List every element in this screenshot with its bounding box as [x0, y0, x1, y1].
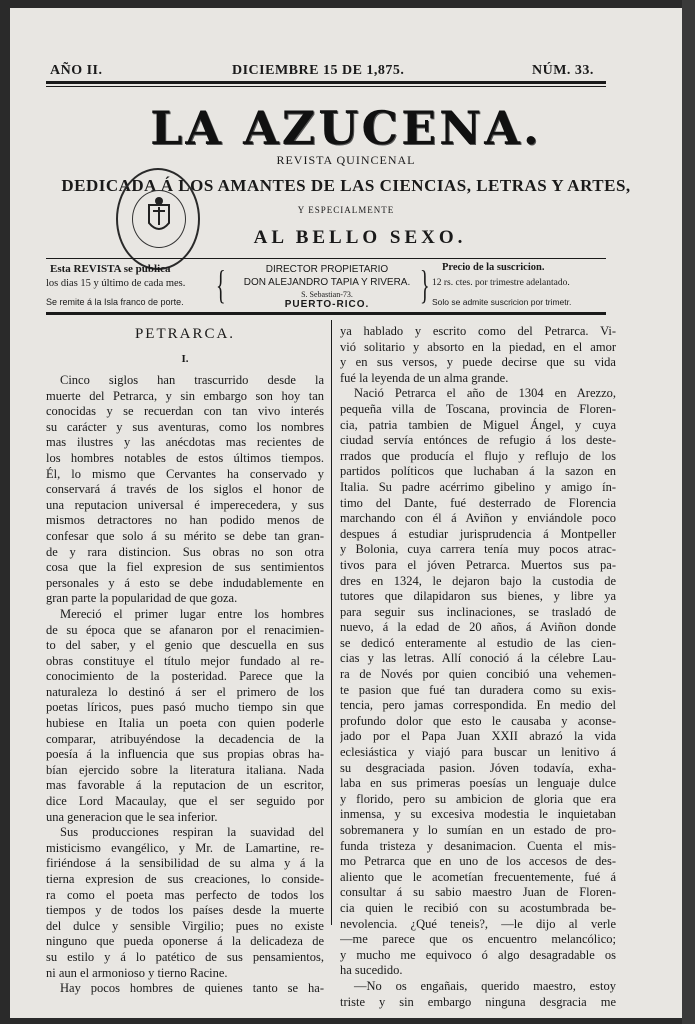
- masthead-dedication: DEDICADA Á LOS AMANTES DE LAS CIENCIAS, LETRAS Y ARTES,: [61, 176, 631, 195]
- info-rule-bottom: [46, 312, 606, 315]
- article-text-line: —No os engañais, querido maestro, estoy: [354, 978, 616, 993]
- article-text-line: funda tristeza y desanimacion. Cuenta el mis-: [340, 838, 616, 853]
- coat-of-arms-icon: [132, 190, 186, 248]
- article-section-number: I.: [181, 353, 189, 365]
- article-text-line: poetas líricos, pues pasó mucho tiempo sin que: [46, 700, 324, 715]
- article-text-line: cosa que la fiel expresion de sus sentimientos: [46, 560, 324, 575]
- article-text-line: marchando con él á Aviñon y enviándole poco: [340, 511, 616, 526]
- article-text-line: obras constituye el título mejor fundado al re-: [46, 653, 324, 668]
- article-text-line: ra de Novés por quien concibió una vehemen-: [340, 667, 616, 682]
- issue-date: DICIEMBRE 15 DE 1,875.: [232, 63, 405, 78]
- article-text-line: una reputacion universal é imperecedera, y sus: [46, 497, 324, 512]
- article-text-line: ha sucedido.: [340, 963, 403, 978]
- article-text-line: triste y sin embargo ninguna desgracia me: [340, 994, 616, 1009]
- article-text-line: y florido, pero su ambicion de gloria que era: [340, 791, 616, 806]
- article-text-line: su carácter y sus aventuras, como los nombres: [46, 419, 324, 434]
- director-address: S. Sebastian-73.: [301, 290, 353, 299]
- article-text-line: ninguno que pueda oponerse á la delicadeza de: [46, 934, 324, 949]
- article-text-line: conocidas y se recuerdan con tan vivo interés: [46, 404, 324, 419]
- article-text-line: —me parece que os encuentro melancólico;: [340, 932, 616, 947]
- article-text-line: mas favorable á la reputacion de un escritor,: [46, 778, 324, 793]
- article-text-line: to del saber, y el genio que descuella en sus: [46, 638, 324, 653]
- article-text-line: comparar, atribuyéndose la decadencia de la: [46, 731, 324, 746]
- article-text-line: consultar á su sabio maestro Juan de Floren-: [340, 885, 616, 900]
- article-text-line: Italia. Su padre acérrimo gibelino y amigo ín-: [340, 479, 616, 494]
- article-text-line: poesía á la influencia que sus propias obras ha-: [46, 747, 324, 762]
- article-text-line: su desgraciada pasion. Jóven todavía, exha-: [340, 760, 616, 775]
- article-text-line: Mereció el primer lugar entre los hombres: [60, 606, 324, 621]
- masthead-especially: Y ESPECIALMENTE: [297, 205, 395, 215]
- article-text-line: su estilo y á lo patético de sus pensamientos,: [46, 949, 324, 964]
- director-name: DON ALEJANDRO TAPIA Y RIVERA.: [243, 277, 411, 288]
- right-brace: }: [420, 262, 430, 307]
- article-text-line: laba en sus primeras poesías un lenguaje dulce: [340, 776, 616, 791]
- article-text-line: Nació Petrarca el año de 1304 en Arezzo,: [354, 386, 616, 401]
- left-brace: {: [216, 262, 226, 307]
- column-divider: [331, 320, 332, 925]
- price-label: Precio de la suscricion.: [442, 262, 545, 273]
- article-text-line: profundo dolor que esto le causaba y aconse-: [340, 713, 616, 728]
- article-text-line: jado por el Papa Juan XXII abrazó la vida: [340, 729, 616, 744]
- article-text-line: se dedicó enteramente al estudio de las cien-: [340, 635, 616, 650]
- article-text-line: rrados que producía el flujo y reflujo de los: [340, 448, 616, 463]
- article-text-line: Sus producciones respiran la suavidad del: [60, 825, 324, 840]
- article-text-line: inmensa, y su excesiva modestia le inquietaban: [340, 807, 616, 822]
- article-text-line: partidos políticos que luchaban á la sazon en: [340, 464, 616, 479]
- article-text-line: personales y á esto se debe indudablemente en: [46, 575, 324, 590]
- article-text-line: nevolencia. ¿Qué teneis?, —le dijo al verle: [340, 916, 616, 931]
- article-text-line: y Bolonia, cuya carrera tenía muy pocos atrac-: [340, 542, 616, 557]
- masthead-subtitle: REVISTA QUINCENAL: [276, 153, 416, 167]
- masthead-al-bello-sexo: AL BELLO SEXO.: [253, 227, 467, 248]
- article-text-line: despues á estudiar jurisprudencia á Montpeller: [340, 526, 616, 541]
- publication-info-line3: Se remite á la Isla franco de porte.: [46, 297, 184, 307]
- info-rule-top: [46, 258, 606, 259]
- article-text-line: tutores que dilapidaron sus bienes, y libre ya: [340, 589, 616, 604]
- article-text-line: Cinco siglos han trascurrido desde la: [60, 373, 324, 387]
- year-label: AÑO II.: [50, 63, 103, 78]
- scan-edge: [682, 0, 695, 1024]
- city-label: PUERTO-RICO.: [284, 299, 370, 310]
- article-text-line: tencia, pero jamas correspondida. En medio del: [340, 698, 616, 713]
- article-text-line: cia quien le recibió con su acostumbrada be-: [340, 900, 616, 915]
- article-text-line: timo del Dante, fué desterrado de Florencia: [340, 495, 616, 510]
- article-text-line: tierna expresion de sus creaciones, lo conside-: [46, 872, 324, 886]
- article-text-line: sobremanera y lo sumían en un estado de pro-: [340, 823, 616, 837]
- article-text-line: tivos para el jóven Petrarca. Muertos sus pa-: [340, 557, 616, 572]
- article-text-line: los hombres notables de estos últimos tiempos.: [46, 450, 324, 465]
- article-text-line: de su época que se afanaron por el renacimien-: [46, 622, 324, 637]
- article-text-line: mo Petrarca que en uno de los accesos de des-: [340, 854, 616, 869]
- article-text-line: y en sus versos, y puede decirse que su vida: [340, 355, 616, 370]
- article-text-line: te pasion que fué tan duradera como su exis-: [340, 682, 616, 697]
- masthead-title: LA AZUCENA.: [150, 101, 542, 155]
- article-text-line: pequeña villa de Toscana, provincia de Floren-: [340, 401, 616, 416]
- article-text-line: conocimiento de la posteridad. Parece que la: [46, 669, 324, 684]
- article-text-line: para seguir sus inclinaciones, se trasladó de: [340, 604, 616, 619]
- article-text-line: confesar que solo á su mérito se debe tan gran-: [46, 528, 324, 543]
- article-text-line: misticismo evangélico, y Mr. de Lamartine, re-: [46, 840, 324, 855]
- article-column-right: [340, 324, 616, 1010]
- header-rule-thin: [46, 86, 606, 87]
- price-note: Solo se admite suscricion por trimetr.: [432, 297, 572, 307]
- director-label: DIRECTOR PROPIETARIO: [265, 264, 389, 275]
- article-text-line: bían ejercido sobre la literatura italiana. Nada: [46, 762, 324, 777]
- article-title: PETRARCA.: [134, 326, 236, 342]
- article-text-line: conservará á través de los siglos el honor de: [46, 482, 324, 497]
- article-text-line: del dulce y sensible Virgilio; pues no existe: [46, 918, 324, 933]
- publication-info-line2: los dias 15 y último de cada mes.: [46, 278, 186, 289]
- article-text-line: cia, patria tambien de Miguel Ángel, y cuya: [340, 417, 616, 432]
- article-text-line: dres en 1324, le dejaron bajo la custodia de: [340, 573, 616, 588]
- publication-info-line1: Esta REVISTA se publica: [50, 263, 171, 275]
- article-text-line: y mucho me equivoco ó algo desagradable os: [340, 947, 616, 962]
- article-text-line: Hay pocos hombres de quienes tanto se ha-: [60, 981, 324, 996]
- article-text-line: naturaleza lo destinó á ser el primero de los: [46, 684, 324, 699]
- article-text-line: ra como el poeta mas perfecto de todos los: [46, 887, 324, 902]
- article-text-line: ya hablado y escrito como del Petrarca. Vi-: [340, 324, 616, 338]
- article-text-line: dice Lord Macaulay, que el ser seguido por: [46, 794, 324, 809]
- article-column-left: [46, 373, 324, 997]
- article-text-line: ciudad servía entónces de refugio á los deste-: [340, 433, 616, 448]
- article-text-line: aliento que le acometían frecuentemente, fué á: [340, 869, 616, 884]
- article-text-line: mas ilustres y las anécdotas mas recientes de: [46, 435, 324, 450]
- newspaper-page: [10, 8, 682, 1018]
- article-text-line: de y rara distincion. Sus obras no son otra: [46, 544, 324, 559]
- article-text-line: cias y las letras. Allí conoció á la célebre Lau-: [340, 651, 616, 666]
- article-text-line: tiempos y de todos los países desde la muerte: [46, 903, 324, 918]
- article-text-line: gran parte la popularidad de que goza.: [46, 591, 238, 606]
- article-text-line: firiéndose á la sensibilidad de su alma y á la: [46, 856, 324, 871]
- article-text-line: eclesiástica y viajó para buscar un lenitivo á: [340, 745, 616, 760]
- issue-number: NÚM. 33.: [532, 63, 594, 78]
- article-text-line: vió solitario y absorto en la piedad, en el amor: [340, 339, 616, 354]
- header-rule: [46, 81, 606, 84]
- article-text-line: muerte del Petrarca, y sin embargo son hoy tan: [46, 388, 324, 403]
- article-text-line: Él, lo mismo que Cervantes ha conservado y: [46, 466, 324, 481]
- article-text-line: nuevo, á la edad de 20 años, á Aviñon donde: [340, 620, 616, 635]
- article-text-line: mismos detractores no han podido menos de: [46, 513, 324, 528]
- article-text-line: ni aun el armonioso y tierno Racine.: [46, 965, 228, 980]
- article-text-line: fué la leyenda de un alma grande.: [340, 370, 509, 385]
- library-seal-stamp: [116, 168, 200, 270]
- article-text-line: una generacion que le sea inferior.: [46, 809, 218, 824]
- article-text-line: hubiese en Italia un poeta con quien poderle: [46, 716, 324, 731]
- price-value: 12 rs. ctes. por trimestre adelantado.: [432, 278, 570, 288]
